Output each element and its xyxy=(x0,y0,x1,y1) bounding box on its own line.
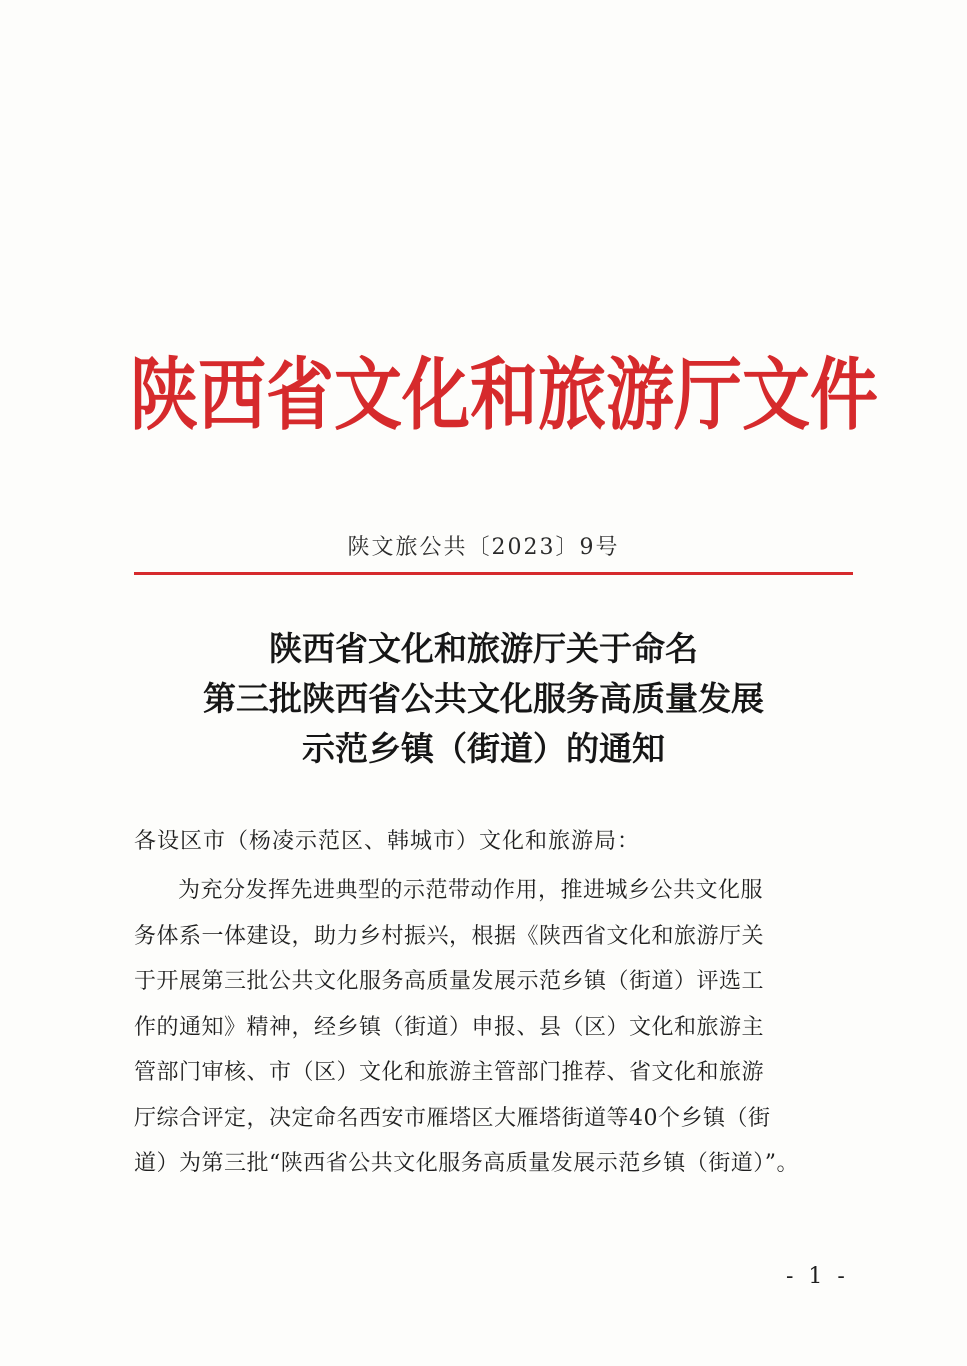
body-line-3: 于开展第三批公共文化服务高质量发展示范乡镇（街道）评选工 xyxy=(134,969,765,994)
body-line-2: 务体系一体建设，助力乡村振兴，根据《陕西省文化和旅游厅关 xyxy=(134,923,765,949)
body-line-5: 管部门审核、市（区）文化和旅游主管部门推荐、省文化和旅游 xyxy=(134,1060,765,1085)
title-line-1: 陕西省文化和旅游厅关于命名 xyxy=(269,629,698,668)
body-paragraph xyxy=(134,868,854,1187)
red-divider-line xyxy=(134,572,853,575)
title-line-2: 第三批陕西省公共文化服务高质量发展 xyxy=(203,679,764,718)
document-masthead: 陕西省文化和旅游厅文件 xyxy=(130,349,879,442)
notice-title xyxy=(120,624,847,774)
title-line-3: 示范乡镇（街道）的通知 xyxy=(302,729,665,768)
page-number: - 1 - xyxy=(786,1264,849,1289)
body-line-6: 厅综合评定，决定命名西安市雁塔区大雁塔街道等40个乡镇（街 xyxy=(134,1105,771,1131)
body-line-4: 作的通知》精神，经乡镇（街道）申报、县（区）文化和旅游主 xyxy=(134,1014,765,1040)
body-line-7: 道）为第三批“陕西省公共文化服务高质量发展示范乡镇（街道）”。 xyxy=(134,1151,799,1176)
body-line-1: 为充分发挥先进典型的示范带动作用，推进城乡公共文化服 xyxy=(178,878,764,903)
document-number: 陕文旅公共〔2023〕9号 xyxy=(347,535,620,560)
salutation: 各设区市（杨凌示范区、韩城市）文化和旅游局： xyxy=(134,829,641,854)
